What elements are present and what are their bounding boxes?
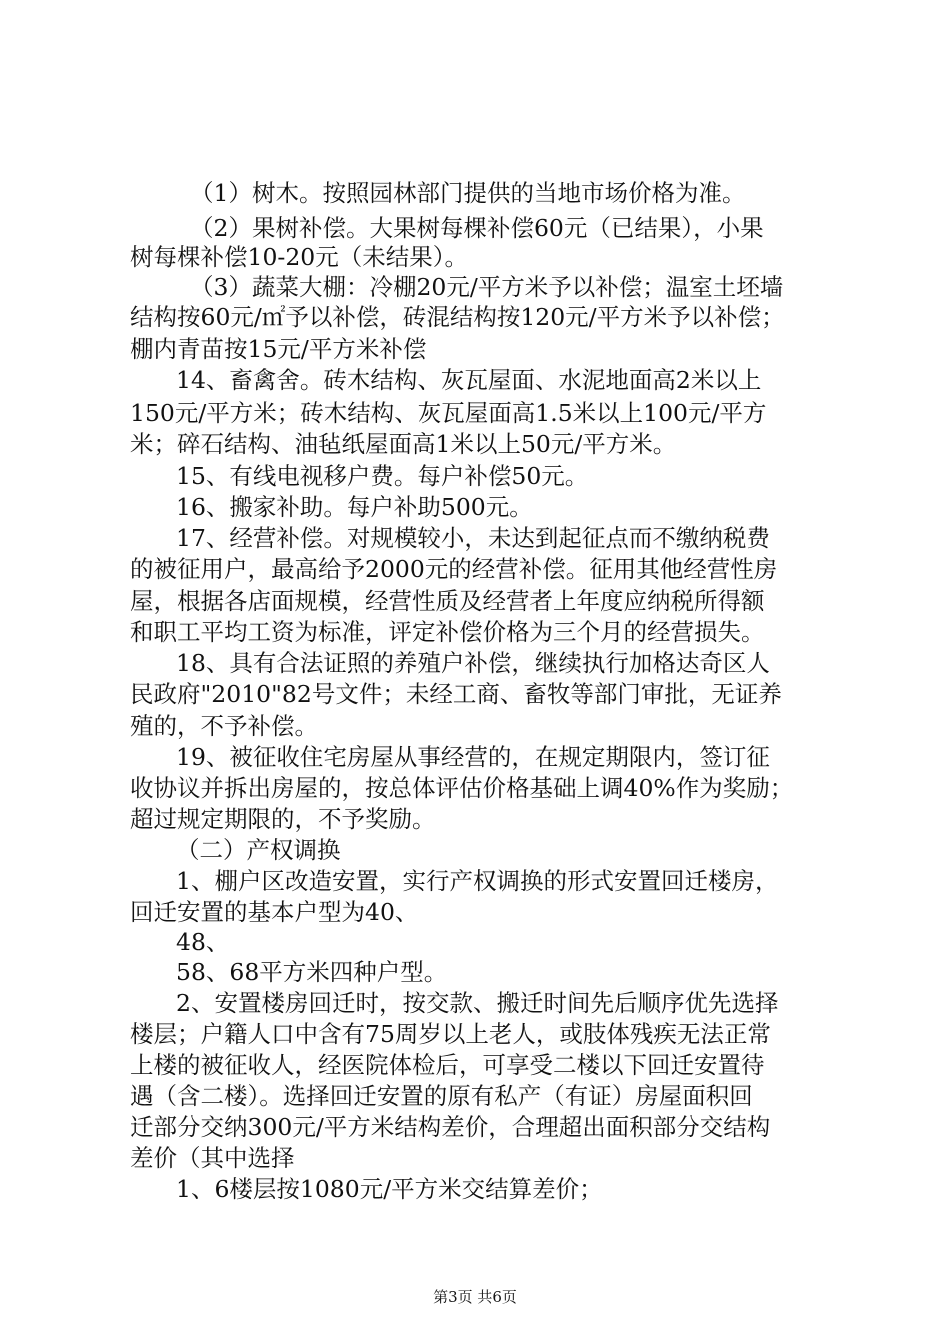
text-line: 1、棚户区改造安置，实行产权调换的形式安置回迁楼房，: [176, 867, 779, 895]
text-line: 树每棵补偿10-20元（未结果）。: [130, 243, 468, 271]
text-line: 米；碎石结构、油毡纸屋面高1米以上50元/平方米。: [130, 430, 677, 458]
text-line: 的被征用户，最高给予2000元的经营补偿。征用其他经营性房: [130, 555, 778, 583]
text-line: 遇（含二楼）。选择回迁安置的原有私产（有证）房屋面积回: [130, 1082, 753, 1110]
text-line: 民政府"2010"82号文件；未经工商、畜牧等部门审批，无证养: [130, 680, 782, 708]
text-line: 回迁安置的基本户型为40、: [130, 898, 419, 926]
text-line: （1）树木。按照园林部门提供的当地市场价格为准。: [190, 179, 746, 207]
text-line: 上楼的被征收人，经医院体检后，可享受二楼以下回迁安置待: [130, 1051, 765, 1079]
text-line: （2）果树补偿。大果树每棵补偿60元（已结果），小果: [190, 214, 764, 242]
text-line: 15、有线电视移户费。每户补偿50元。: [176, 462, 589, 490]
text-line: 58、68平方米四种户型。: [176, 958, 448, 986]
text-line: 48、: [176, 928, 230, 956]
text-line: 和职工平均工资为标准，评定补偿价格为三个月的经营损失。: [130, 618, 765, 646]
text-line: 棚内青苗按15元/平方米补偿: [130, 335, 427, 363]
text-line: 楼层；户籍人口中含有75周岁以上老人，或肢体残疾无法正常: [130, 1020, 771, 1048]
text-line: 超过规定期限的，不予奖励。: [130, 805, 436, 833]
text-line: 17、经营补偿。对规模较小，未达到起征点而不缴纳税费: [176, 524, 770, 552]
text-line: 结构按60元/㎡予以补偿，砖混结构按120元/平方米予以补偿；: [130, 303, 785, 331]
text-line: 收协议并拆出房屋的，按总体评估价格基础上调40%作为奖励；: [130, 774, 794, 802]
text-line: （3）蔬菜大棚：冷棚20元/平方米予以补偿；温室土坯墙: [190, 273, 784, 301]
text-line: 差价（其中选择: [130, 1144, 295, 1172]
text-line: 1、6楼层按1080元/平方米交结算差价；: [176, 1175, 603, 1203]
text-line: 19、被征收住宅房屋从事经营的，在规定期限内，签订征: [176, 743, 770, 771]
page-footer: 第3页 共6页: [433, 1288, 517, 1306]
text-line: 150元/平方米；砖木结构、灰瓦屋面高1.5米以上100元/平方: [130, 399, 767, 427]
text-line: 屋，根据各店面规模，经营性质及经营者上年度应纳税所得额: [130, 587, 765, 615]
text-line: 2、安置楼房回迁时，按交款、搬迁时间先后顺序优先选择: [176, 989, 779, 1017]
text-line: 殖的，不予补偿。: [130, 712, 318, 740]
text-line: （二）产权调换: [176, 836, 341, 864]
text-line: 迁部分交纳300元/平方米结构差价，合理超出面积部分交结构: [130, 1113, 771, 1141]
text-line: 16、搬家补助。每户补助500元。: [176, 493, 533, 521]
text-line: 14、畜禽舍。砖木结构、灰瓦屋面、水泥地面高2米以上: [176, 366, 762, 394]
text-line: 18、具有合法证照的养殖户补偿，继续执行加格达奇区人: [176, 649, 770, 677]
